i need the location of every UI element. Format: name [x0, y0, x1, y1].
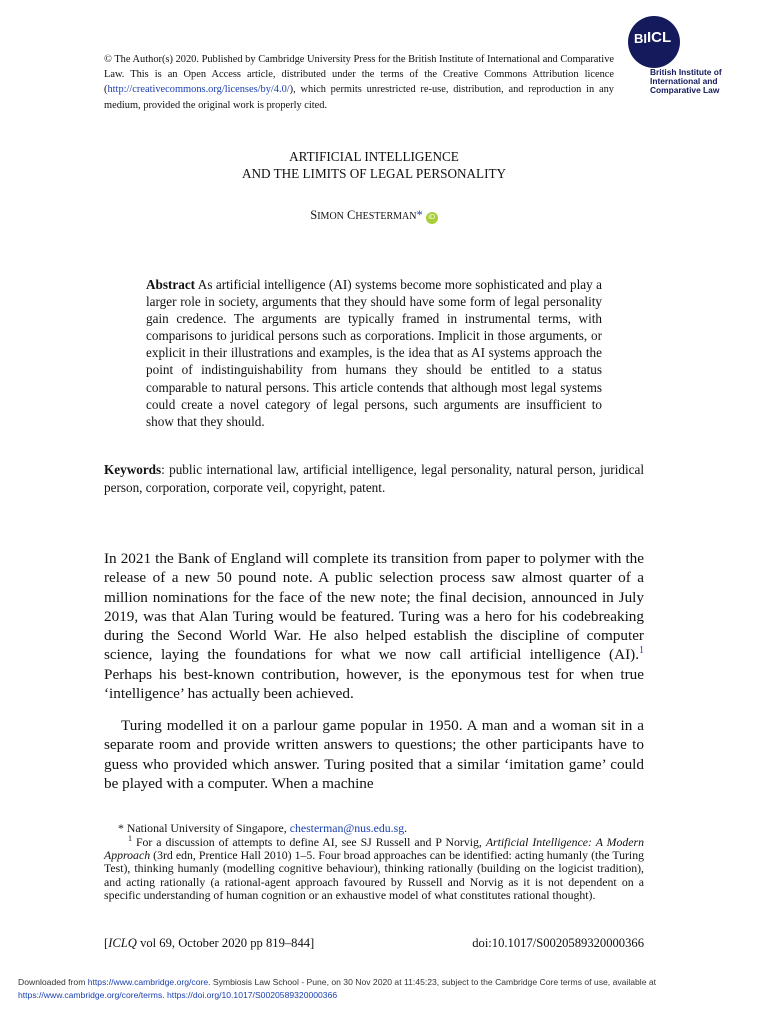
footnote-1-book-title: Artificial Intelligence: A Modern Approach [104, 835, 645, 863]
logo-icl: ICL [647, 29, 672, 46]
biicl-logo [628, 16, 738, 98]
abstract-label: Abstract [146, 277, 196, 292]
article-title [104, 148, 644, 182]
download-sep: . [162, 989, 165, 1000]
footnote-star [104, 822, 644, 835]
para1-text-end: Perhaps his best-known contribution, however, is the eponymous test for when true ‘intelligence’ has actually been achieved. [104, 665, 644, 703]
footnote-star-mark: * [118, 821, 124, 835]
abstract-text: As artificial intelligence (AI) systems become more sophisticated and play a larger role in society, arguments that they should have some form of legal personality gain credence. The arguments are typically framed in instrumental terms, with comparisons to juridical persons such as corporations. Implicit in those arguments, or explicit in their illustrations and examples, is the idea that as AI systems approach the point of indistinguishability from humans they should be entitled to a status comparable to natural persons. This article contends that although most legal systems could create a novel category of legal persons, such arguments are insufficient to show that they should. [146, 277, 602, 429]
copyright-notice [104, 52, 614, 113]
author-email-link[interactable]: chesterman@nus.edu.sg [289, 821, 405, 835]
citation-bracket: [ [104, 936, 109, 950]
doi-link[interactable]: https://doi.org/10.1017/S0020589320000366 [167, 989, 338, 1000]
logo-bi: BI [634, 31, 647, 46]
logo-text [650, 68, 722, 95]
orcid-icon[interactable]: iD [426, 212, 438, 224]
footnote-1-text: For a discussion of attempts to define AI, see SJ Russell and P Norvig, [135, 835, 482, 849]
cambridge-core-link[interactable]: https://www.cambridge.org/core [87, 977, 209, 987]
footnote-1-text-end: (3rd edn, Prentice Hall 2010) 1–5. Four broad approaches can be identified: acting humanly (the Turing Test), thinking humanly (modelling cognitive behaviour), thinking rationally (building on the logicist tradition), and acting rationally (a rational-agent approach favoured by Russell and Norvig as it is not dependent on a specific understanding of human cognition or an exhaustive model of what constitutes rational thought). [104, 848, 645, 902]
keywords-label: Keywords [104, 462, 162, 477]
citation-details: vol 69, October 2020 pp 819–844] [140, 936, 315, 950]
logo-circle [628, 16, 680, 68]
footnote-1-mark: 1 [128, 834, 132, 844]
author-first-rest: IMON [317, 211, 344, 222]
title-line1: ARTIFICIAL INTELLIGENCE [289, 149, 459, 164]
abstract [146, 276, 602, 430]
title-line2: AND THE LIMITS OF LEGAL PERSONALITY [241, 166, 507, 181]
copyright-text: © The Author(s) 2020. Published by Cambridge University Press for the British Institute of International and Comparative Law. This is an Open Access article, distributed under the terms of the Creative Commons Attribution licence ( [104, 54, 614, 96]
footnote-ref-1[interactable]: 1 [639, 645, 644, 657]
footnote-1 [104, 836, 644, 902]
keywords-text: : public international law, artificial intelligence, legal personality, natural person, juridical person, corporation, corporate veil, copyright, patent. [104, 462, 644, 495]
doi: doi:10.1017/S0020589320000366 [472, 936, 644, 950]
author-footnote-star[interactable]: * [416, 208, 423, 222]
para1-text: In 2021 the Bank of England will complete its transition from paper to polymer with the release of a new 50 pound note. A public selection process saw almost quarter of a million nominations for the face of the new note; the final decision, announced in July 2019, was that Alan Turing would be featured. Turing was a hero for his codebreaking during the Second World War. He also helped establish the discipline of computer science, laying the foundations for what we now call artificial intelligence (AI). [104, 550, 644, 664]
logo-line1: British Institute of [650, 67, 722, 77]
logo-line2: International and [650, 76, 718, 86]
author-line [104, 208, 644, 224]
author-first-initial: S [310, 208, 318, 222]
download-notice [18, 976, 763, 1001]
logo-line3: Comparative Law [650, 85, 720, 95]
author-last-rest: HESTERMAN [355, 211, 417, 222]
download-middle: . Symbiosis Law School - Pune, on 30 Nov 2020 at 11:45:23, subject to the Cambridge Core terms of use, available at [208, 977, 657, 987]
footnote-star-text: National University of Singapore, [126, 821, 287, 835]
terms-link[interactable]: https://www.cambridge.org/core/terms [18, 989, 163, 1000]
journal-abbrev: ICLQ [108, 936, 137, 950]
download-prefix: Downloaded from [18, 977, 86, 987]
copyright-text-end: ), which permits unrestricted re-use, distribution, and reproduction in any medium, provided the original work is properly cited. [104, 84, 614, 111]
journal-citation [104, 936, 314, 951]
footnote-star-end: . [404, 821, 408, 835]
keywords [104, 461, 644, 496]
licence-link[interactable]: http://creativecommons.org/licenses/by/4.0/ [107, 84, 290, 96]
author-last-initial: C [347, 208, 356, 222]
body-paragraph-2: Turing modelled it on a parlour game popular in 1950. A man and a woman sit in a separate room and provide written answers to questions; the other participants have to guess who provided which answer. Turing posited that a similar ‘imitation game’ could be played with a computer. When a machine [104, 717, 644, 792]
body-paragraph-1 [104, 549, 644, 703]
